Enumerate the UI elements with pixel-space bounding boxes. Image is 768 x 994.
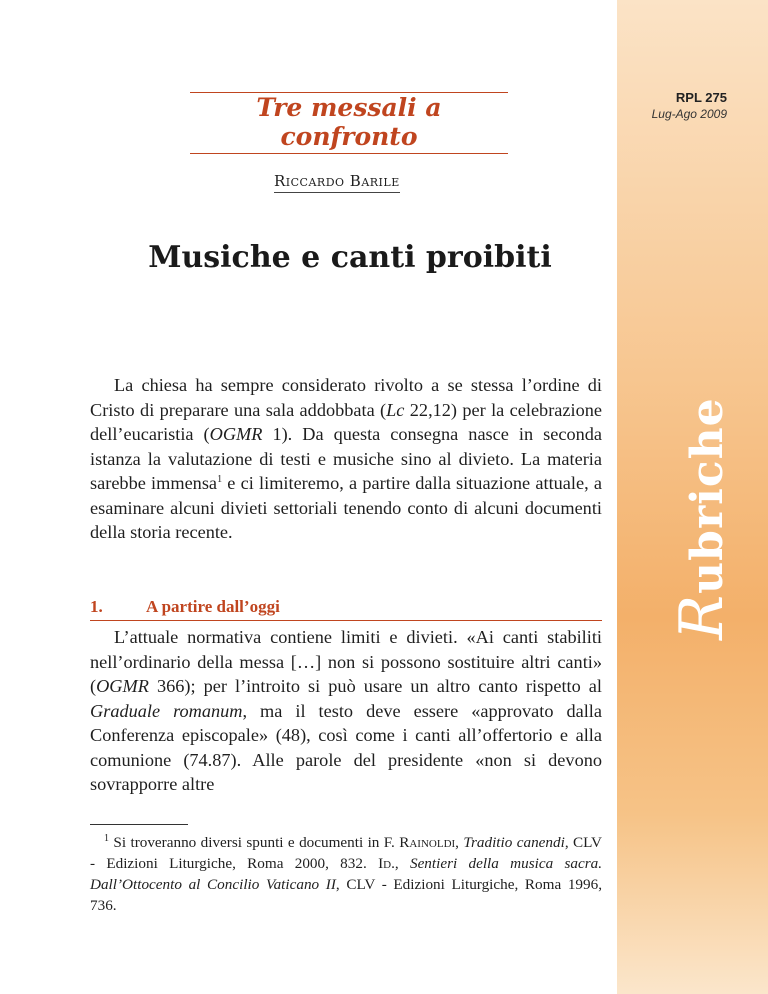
footnote-title: Sentieri della musica sacra. Dall’Ottocento al Concilio Vaticano II (90, 855, 603, 893)
citation: Lc (386, 399, 405, 420)
text-run: 366); per l’introito si può usare un altro canto rispetto al (148, 676, 602, 696)
footnote-number: 1 (104, 832, 109, 844)
rubric-rest: ubriche (682, 397, 733, 594)
rubric-label (667, 397, 737, 640)
intro-paragraph (90, 373, 602, 545)
section-title: Tre messali a confronto (190, 92, 508, 154)
citation: OGMR (96, 676, 149, 696)
text-run: Si troveranno diversi spunti e documenti in F. (109, 834, 400, 851)
text-run: , ma il testo deve essere «approvato dalla Conferenza episcopale» (48), così come i canti all’offertorio e alla comunione (74.87). Alle parole del presidente «non si devono sovrapporre altre (90, 700, 602, 794)
footnote-marker: 1 (217, 473, 223, 485)
rubric-initial: R (667, 593, 737, 640)
footnote-divider (90, 824, 188, 825)
text-run: L’attuale normativa contiene limiti e divieti. «Ai canti stabiliti nell’ordinario della messa […] non si possono sostituire altri canti» ( (90, 627, 602, 696)
footnote-title: Traditio canendi (463, 834, 565, 851)
journal-code: RPL 275 (675, 90, 727, 105)
text-run: , CLV - Edizioni Liturgiche, Roma 2000, 832. (90, 834, 602, 872)
citation: Graduale romanum (90, 700, 243, 721)
section-heading (90, 597, 602, 621)
text-run: e ci limiteremo, a partire dalla situazione attuale, a esaminare alcuni divieti settoriali tenendo conto di alcuni documenti della storia recente. (90, 473, 602, 542)
body-paragraph (90, 625, 602, 797)
footnote (90, 832, 602, 916)
issue-date: Lug-Ago 2009 (651, 107, 727, 121)
article-title: Musiche e canti proibiti (148, 240, 552, 275)
section-number: 1. (90, 597, 103, 616)
text-run: , (455, 834, 464, 851)
text-run: , (394, 855, 410, 872)
author-name: Riccardo Barile (274, 172, 400, 193)
section-heading-title: A partire dall’oggi (146, 597, 280, 616)
footnote-author: Id. (378, 855, 395, 872)
rubric-band (617, 0, 768, 994)
text-run: 22,12) per la celebrazione dell’eucaristia ( (90, 399, 602, 444)
text-run: , CLV - Edizioni Liturgiche, Roma 1996, 736. (90, 876, 602, 914)
citation: OGMR (209, 424, 263, 444)
footnote-author: Rainoldi (399, 834, 456, 851)
issue-meta (617, 90, 727, 121)
text-run: 1). Da questa consegna nasce in seconda istanza la valutazione di testi e musiche sino al divieto. La materia sarebbe immensa (90, 424, 602, 493)
text-run: La chiesa ha sempre considerato rivolto a se stessa l’ordine di Cristo di preparare una sala addobbata ( (90, 375, 602, 420)
